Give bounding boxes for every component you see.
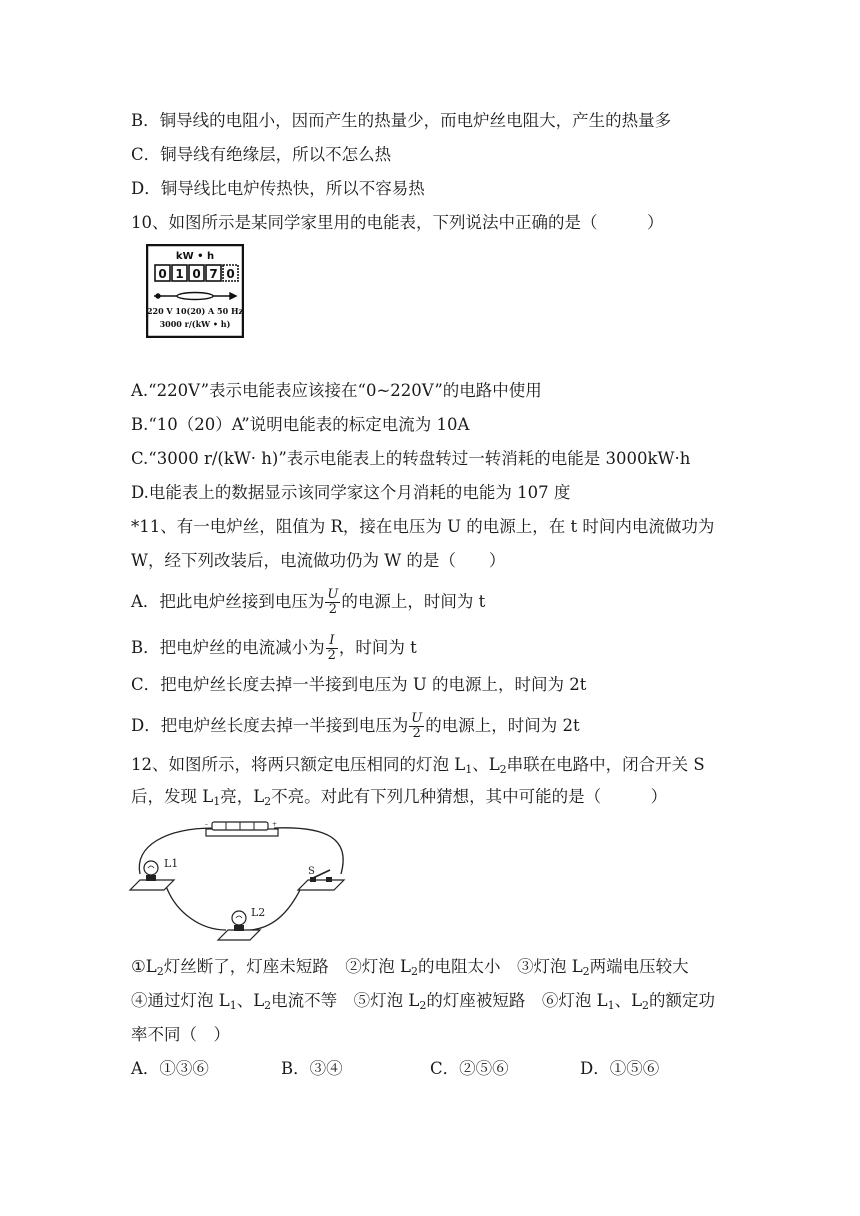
text-run: 的电阻太小 ③灯泡 L [417,957,583,976]
meter-digit-decimal: 0 [226,267,235,281]
q12-stem-line1 [131,754,705,781]
label-s: S [308,866,315,877]
subscript: 2 [410,965,418,978]
q12-guess-line3: 率不同（ ） [131,1025,230,1044]
q10-stem: 10、如图所示是某同学家里用的电能表，下列说法中正确的是（ ） [131,213,664,232]
subscript: 2 [419,999,427,1012]
text-run: 的灯座被短路 ⑥灯泡 L [426,991,608,1010]
q11-option-d-post: 的电源上，时间为 2t [425,716,580,735]
meter-digit: 0 [192,267,201,281]
subscript: 2 [499,763,507,776]
text-run: 的额定功 [649,991,716,1010]
fraction-numerator: U [411,711,423,726]
fraction-i-over-2 [326,634,338,663]
subscript: 2 [582,965,590,978]
meter-specs: 220 V 10(20) A 50 Hz [146,306,244,316]
q12-option-d: D．①⑤⑥ [580,1059,660,1078]
fraction-denominator: 2 [325,602,340,617]
meter-rate: 3000 r/(kW • h) [159,319,231,329]
q11-option-d [131,712,580,741]
q11-option-a [131,588,485,617]
q11-option-d-pre: D．把电炉丝长度去掉一半接到电压为 [131,716,409,735]
text-run: 后，发现 L [131,787,214,806]
q12-option-a: A．①③⑥ [131,1059,209,1078]
text-run: 灯丝断了，灯座未短路 ②灯泡 L [163,957,411,976]
text-run: 电流不等 ⑤灯泡 L [271,991,420,1010]
subscript: 2 [642,999,650,1012]
meter-unit: kW • h [175,251,215,262]
electric-meter-figure [146,244,244,338]
q9-option-c: C．铜导线有绝缘层，所以不怎么热 [131,145,392,164]
fraction-numerator: U [327,587,339,602]
q12-guess-line2 [131,990,715,1017]
text-run: 、L [472,755,500,774]
subscript: 2 [264,795,272,808]
text-run: 串联在电路中，闭合开关 S [506,755,705,774]
series-circuit-figure [126,818,356,946]
q11-stem-line2: W，经下列改装后，电流做功仍为 W 的是（ ） [131,551,506,570]
q10-option-d: D.电能表上的数据显示该同学家这个月消耗的电能为 107 度 [131,483,571,502]
svg-text:–: – [205,821,208,828]
q11-option-a-pre: A．把此电炉丝接到电压为 [131,592,325,611]
q10-option-a: A.“220V”表示电能表应该接在“0~220V”的电路中使用 [131,381,542,400]
subscript: 2 [264,999,272,1012]
fraction-denominator: 2 [327,648,336,663]
fraction-u-over-2 [325,588,340,617]
battery-holder-icon [205,821,278,836]
q10-option-c: C.“3000 r/(kW· h)”表示电能表上的转盘转过一转消耗的电能是 3000kW·h [131,449,691,468]
meter-digit: 1 [175,267,184,281]
fraction-u-over-2 [409,712,424,741]
subscript: 1 [465,763,473,776]
text-run: ①L [131,957,157,976]
text-run: 亮，L [220,787,265,806]
q12-option-b: B．③④ [281,1059,343,1078]
meter-digit: 0 [158,267,167,281]
subscript: 1 [213,795,221,808]
q10-option-b: B.“10（20）A”说明电能表的标定电流为 10A [131,415,470,434]
q9-option-d: D．铜导线比电炉传热快，所以不容易热 [131,179,425,198]
switch-s-icon [298,870,344,890]
q12-option-c: C．②⑤⑥ [430,1059,509,1078]
q9-option-b: B．铜导线的电阻小，因而产生的热量少，而电炉丝电阻大，产生的热量多 [131,111,672,130]
q11-option-c: C．把电炉丝长度去掉一半接到电压为 U 的电源上，时间为 2t [131,675,587,694]
fraction-denominator: 2 [409,726,424,741]
text-run: 不亮。对此有下列几种猜想，其中可能的是（ ） [271,787,668,806]
text-run: ④通过灯泡 L [131,991,230,1010]
q11-stem-line1: *11、有一电炉丝，阻值为 R，接在电压为 U 的电源上，在 t 时间内电流做功为 [131,517,715,536]
q11-option-b-pre: B．把电炉丝的电流减小为 [131,638,325,657]
q12-guess-line1 [131,956,689,983]
text-run: 、L [614,991,643,1010]
label-l2: L2 [251,906,266,919]
q12-stem-line2 [131,786,667,813]
svg-text:+: + [272,821,278,828]
subscript: 2 [156,965,164,978]
q11-option-a-post: 的电源上，时间为 t [341,592,486,611]
text-run: 、L [236,991,265,1010]
fraction-numerator: I [329,633,335,648]
meter-digit: 7 [209,267,218,281]
text-run: 12、如图所示，将两只额定电压相同的灯泡 L [131,755,466,774]
text-run: 两端电压较大 [589,957,689,976]
subscript: 1 [607,999,615,1012]
q11-option-b-post: ，时间为 t [338,638,417,657]
label-l1: L1 [164,857,179,870]
q11-option-b [131,634,417,663]
subscript: 1 [229,999,237,1012]
